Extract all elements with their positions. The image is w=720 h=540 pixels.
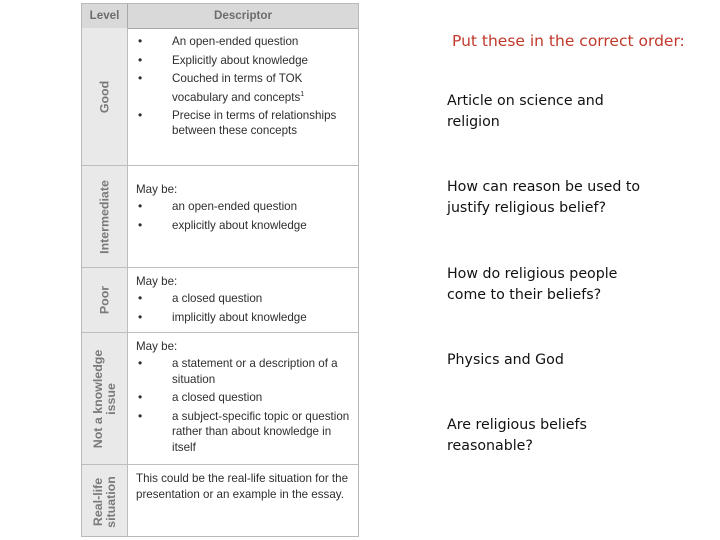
list-item: • Precise in terms of relationships between these concepts	[136, 108, 354, 139]
list-item: • a statement or a description of a situation	[136, 356, 354, 387]
level-cell	[82, 28, 128, 165]
option-item[interactable]: Are religious beliefs reasonable?	[447, 417, 587, 454]
option-item[interactable]: Physics and God	[447, 352, 564, 368]
knowledge-issue-rubric-table	[81, 3, 359, 537]
table-row-poor	[82, 268, 358, 333]
instruction-prompt: Put these in the correct order:	[452, 32, 685, 50]
table-header	[82, 4, 358, 29]
table-row-intermediate	[82, 166, 358, 268]
list-item: • a closed question	[136, 291, 354, 307]
list-item: • explicitly about knowledge	[136, 218, 354, 234]
list-item	[136, 71, 354, 105]
level-label-real-life-situation	[92, 476, 118, 528]
level-cell	[82, 333, 128, 464]
footnote-mark: 1	[300, 90, 305, 98]
descriptor-cell	[128, 333, 358, 464]
option-item[interactable]: Article on science and religion	[447, 93, 604, 130]
descriptor-cell	[128, 166, 358, 267]
level-label-not-knowledge-issue	[92, 349, 118, 447]
table-row-not-knowledge-issue	[82, 333, 358, 465]
descriptor-list	[136, 199, 354, 233]
level-cell	[82, 166, 128, 267]
list-item-text: Couched in terms of TOK vocabulary and concepts	[172, 72, 303, 104]
list-item: • a subject-specific topic or question rather than about knowledge in itself	[136, 409, 354, 456]
level-cell	[82, 268, 128, 332]
descriptor-list	[136, 291, 354, 325]
level-label-line: issue	[103, 382, 118, 415]
list-item: • a closed question	[136, 390, 354, 406]
level-label-intermediate: Intermediate	[97, 179, 111, 254]
level-label-line: Not a knowledge	[90, 349, 105, 448]
list-item: • An open-ended question	[136, 34, 354, 50]
descriptor-cell	[128, 268, 358, 332]
level-label-poor: Poor	[97, 285, 111, 315]
level-label-line: situation	[103, 475, 118, 528]
option-item[interactable]: How can reason be used to justify religious belief?	[447, 179, 641, 216]
header-descriptor: Descriptor	[214, 9, 272, 22]
descriptor-intro: May be:	[136, 340, 178, 353]
descriptor-cell	[128, 28, 358, 165]
descriptor-intro: May be:	[136, 183, 178, 196]
descriptor-intro: May be:	[136, 275, 178, 288]
level-label-line: Real-life	[90, 477, 105, 526]
level-label-good: Good	[97, 80, 111, 113]
descriptor-list	[136, 356, 354, 455]
list-item: • implicitly about knowledge	[136, 310, 354, 326]
header-level: Level	[82, 4, 128, 28]
table-row-real-life-situation	[82, 465, 358, 537]
list-item: • an open-ended question	[136, 199, 354, 215]
descriptor-note: This could be the real-life situation for the presentation or an example in the essay.	[136, 472, 349, 501]
descriptor-list	[136, 34, 354, 139]
list-item: • Explicitly about knowledge	[136, 53, 354, 69]
descriptor-cell	[128, 465, 358, 537]
option-item[interactable]: How do religious people come to their beliefs?	[447, 266, 618, 303]
table-row-good	[82, 28, 358, 166]
level-cell	[82, 465, 128, 537]
